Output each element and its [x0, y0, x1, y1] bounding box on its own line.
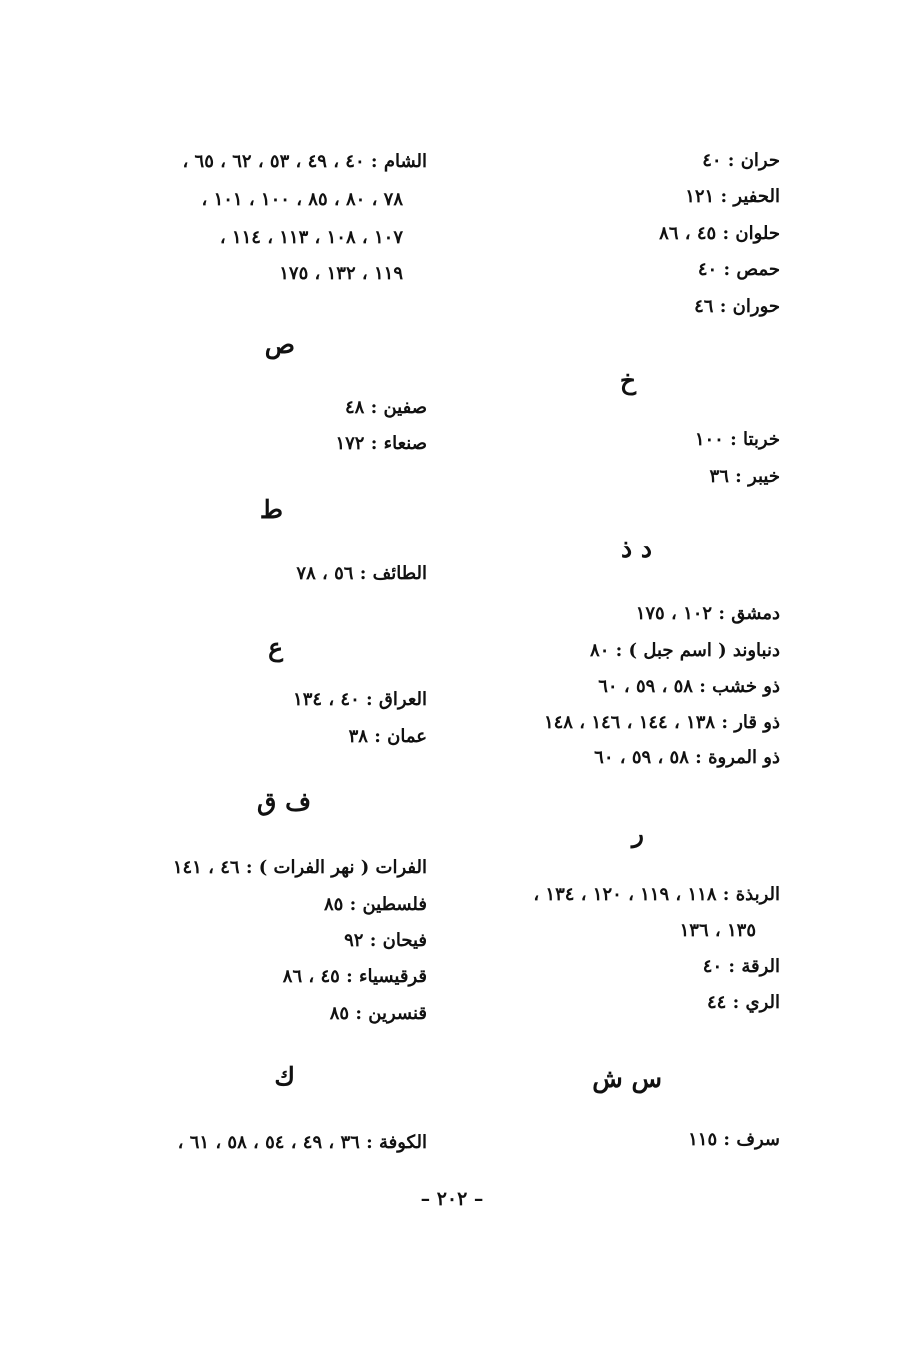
index-entry-qinnasrin: قنسرين : ٨٥	[329, 1003, 427, 1024]
letter-heading-kaf: ك	[274, 1062, 295, 1091]
index-entry-khaybar: خيبر : ٣٦	[709, 466, 780, 487]
index-entry-al-sham-line-3: ١٠٧ ، ١٠٨ ، ١١٣ ، ١١٤ ،	[219, 227, 403, 248]
index-entry-hulwan: حلوان : ٤٥ ، ٨٦	[659, 223, 780, 244]
index-entry-hims: حمص : ٤٠	[697, 259, 780, 280]
letter-heading-sad: ص	[264, 330, 295, 359]
index-entry-al-sham-line-2: ٧٨ ، ٨٠ ، ٨٥ ، ١٠٠ ، ١٠١ ،	[201, 189, 403, 210]
letter-heading-kha: خ	[619, 366, 636, 395]
index-entry-dhu-khashab: ذو خشب : ٥٨ ، ٥٩ ، ٦٠	[598, 676, 780, 697]
index-entry-sanaa: صنعاء : ١٧٢	[335, 433, 427, 454]
letter-heading-fa-qaf: ف ق	[256, 787, 311, 816]
page-number: – ٢٠٢ –	[420, 1188, 484, 1210]
left-index-column	[107, 0, 427, 1353]
index-entry-al-kufa: الكوفة : ٣٦ ، ٤٩ ، ٥٤ ، ٥٨ ، ٦١ ،	[177, 1132, 427, 1153]
index-entry-al-furat: الفرات ( نهر الفرات ) : ٤٦ ، ١٤١	[172, 857, 427, 878]
index-entry-al-sham-line-4: ١١٩ ، ١٣٢ ، ١٧٥	[279, 263, 403, 284]
index-entry-al-taif: الطائف : ٥٦ ، ٧٨	[296, 563, 427, 584]
index-entry-harran: حران : ٤٠	[702, 150, 780, 171]
index-entry-dimashq: دمشق : ١٠٢ ، ١٧٥	[635, 603, 780, 624]
index-entry-dunbawand: دنباوند ( اسم جبل ) : ٨٠	[590, 640, 780, 661]
index-entry-al-rabadha-continued: ١٣٥ ، ١٣٦	[679, 920, 756, 941]
index-entry-siffin: صفين : ٤٨	[344, 397, 427, 418]
letter-heading-ayn: ع	[268, 633, 283, 662]
index-entry-kharbata: خربتا : ١٠٠	[694, 429, 780, 450]
letter-heading-sin-shin: س ش	[592, 1064, 662, 1093]
index-entry-qarqisiya: قرقيسياء : ٤٥ ، ٨٦	[282, 966, 427, 987]
letter-heading-ra: ر	[631, 819, 644, 848]
index-entry-al-sham: الشام : ٤٠ ، ٤٩ ، ٥٣ ، ٦٢ ، ٦٥ ،	[182, 151, 427, 172]
index-entry-sarif: سرف : ١١٥	[688, 1129, 780, 1150]
letter-heading-dal-dhal: د ذ	[621, 534, 652, 563]
index-entry-dhu-qar: ذو قار : ١٣٨ ، ١٤٤ ، ١٤٦ ، ١٤٨	[543, 712, 780, 733]
index-entry-al-hafir: الحفير : ١٢١	[685, 186, 780, 207]
right-index-column	[480, 0, 780, 1353]
letter-heading-ta: ط	[259, 495, 283, 524]
index-entry-al-iraq: العراق : ٤٠ ، ١٣٤	[293, 689, 427, 710]
index-entry-dhu-al-marwa: ذو المروة : ٥٨ ، ٥٩ ، ٦٠	[594, 747, 780, 768]
index-entry-al-rabadha: الربذة : ١١٨ ، ١١٩ ، ١٢٠ ، ١٣٤ ،	[533, 884, 780, 905]
index-entry-filastin: فلسطين : ٨٥	[323, 894, 427, 915]
index-entry-al-raqqa: الرقة : ٤٠	[702, 956, 780, 977]
index-entry-fayhan: فيحان : ٩٢	[344, 930, 427, 951]
index-entry-hawran: حوران : ٤٦	[694, 296, 780, 317]
index-entry-al-rayy: الري : ٤٤	[706, 992, 780, 1013]
index-entry-uman: عمان : ٣٨	[348, 726, 427, 747]
